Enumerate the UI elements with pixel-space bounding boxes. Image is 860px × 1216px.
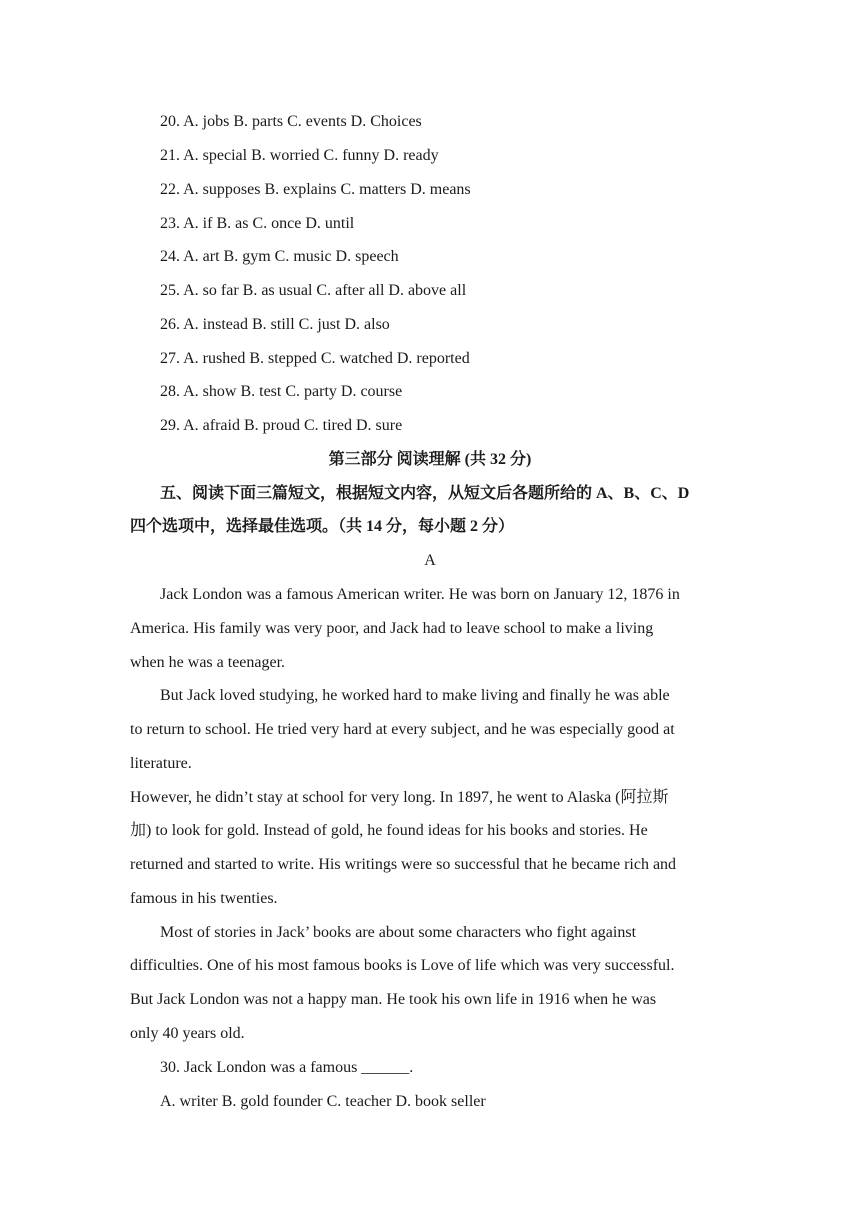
cloze-option-27: 27. A. rushed B. stepped C. watched D. reported [160, 350, 470, 367]
question-30-stem: 30. Jack London was a famous ______. [160, 1059, 414, 1076]
passage-line: America. His family was very poor, and Jack had to leave school to make a living [130, 620, 654, 637]
passage-label: A [424, 552, 436, 569]
passage-line: to return to school. He tried very hard at every subject, and he was especially good at [130, 721, 675, 738]
cloze-option-23: 23. A. if B. as C. once D. until [160, 215, 355, 232]
cloze-option-24: 24. A. art B. gym C. music D. speech [160, 248, 399, 265]
cloze-option-29: 29. A. afraid B. proud C. tired D. sure [160, 417, 403, 434]
passage-line: But Jack London was not a happy man. He took his own life in 1916 when he was [130, 991, 657, 1008]
passage-line: literature. [130, 755, 192, 772]
cloze-option-26: 26. A. instead B. still C. just D. also [160, 316, 390, 333]
section-title: 第三部分 阅读理解 (共 32 分) [328, 451, 532, 468]
cloze-option-22: 22. A. supposes B. explains C. matters D. means [160, 181, 471, 198]
passage-line: Most of stories in Jack’ books are about some characters who fight against [160, 924, 637, 941]
question-30-options: A. writer B. gold founder C. teacher D. book seller [160, 1093, 486, 1110]
passage-line: famous in his twenties. [130, 890, 278, 907]
cloze-option-21: 21. A. special B. worried C. funny D. ready [160, 147, 439, 164]
cloze-option-20: 20. A. jobs B. parts C. events D. Choices [160, 113, 422, 130]
passage-line: Jack London was a famous American writer. He was born on January 12, 1876 in [160, 586, 680, 603]
cloze-option-28: 28. A. show B. test C. party D. course [160, 383, 403, 400]
passage-line: difficulties. One of his most famous books is Love of life which was very successful. [130, 957, 675, 974]
passage-line: returned and started to write. His writings were so successful that he became rich and [130, 856, 677, 873]
passage-line: However, he didn’t stay at school for very long. In 1897, he went to Alaska (阿拉斯 [130, 789, 669, 806]
passage-line: when he was a teenager. [130, 654, 286, 671]
passage-line: But Jack loved studying, he worked hard to make living and finally he was able [160, 687, 670, 704]
passage-line: only 40 years old. [130, 1025, 245, 1042]
instructions-line-1: 五、阅读下面三篇短文，根据短文内容，从短文后各题所给的 A、B、C、D [160, 485, 690, 502]
passage-line: 加) to look for gold. Instead of gold, he found ideas for his books and stories. He [130, 822, 648, 839]
cloze-option-25: 25. A. so far B. as usual C. after all D. above all [160, 282, 467, 299]
instructions-line-2: 四个选项中，选择最佳选项。（共 14 分，每小题 2 分） [130, 518, 515, 535]
